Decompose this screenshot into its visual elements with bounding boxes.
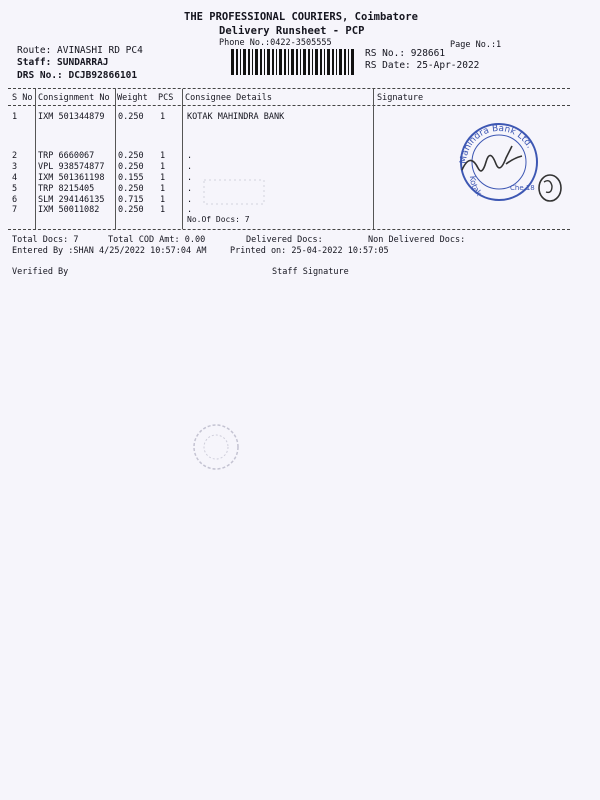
rs-number: RS No.: 928661 — [365, 48, 446, 59]
row-details: . — [187, 205, 193, 215]
non-delivered-docs: Non Delivered Docs: — [368, 235, 466, 245]
row-details: . — [187, 162, 193, 172]
column-header-weight: Weight — [117, 93, 148, 103]
row-pcs: 1 — [160, 195, 166, 205]
row-pcs: 1 — [160, 112, 166, 122]
barcode-image — [231, 49, 355, 75]
row-pcs: 1 — [160, 205, 166, 215]
row-consignment: TRP 8215405 — [38, 184, 95, 194]
delivered-docs: Delivered Docs: — [246, 235, 323, 245]
column-divider — [115, 89, 116, 229]
row-sno: 2 — [12, 151, 18, 161]
row-sno: 6 — [12, 195, 18, 205]
stamp-text-top: Mahindra Bank Ltd. — [458, 123, 535, 165]
row-consignment: SLM 294146135 — [38, 195, 105, 205]
row-consignment: IXM 501344879 — [38, 112, 105, 122]
column-header-signature: Signature — [377, 93, 424, 103]
row-weight: 0.250 — [118, 184, 144, 194]
row-sno: 4 — [12, 173, 18, 183]
table-header-rule — [8, 105, 570, 106]
row-weight: 0.715 — [118, 195, 144, 205]
row-sno: 1 — [12, 112, 18, 122]
total-docs: Total Docs: 7 — [12, 235, 79, 245]
table-bottom-rule — [8, 229, 570, 230]
no-of-docs: No.Of Docs: 7 — [187, 215, 250, 224]
phone-number: Phone No.:0422-3505555 — [219, 38, 332, 48]
row-sno: 7 — [12, 205, 18, 215]
faint-stamp-mark — [200, 176, 270, 210]
row-consignment: TRP 6660067 — [38, 151, 95, 161]
faint-seal-mark — [188, 422, 244, 472]
column-divider — [35, 89, 36, 229]
table-top-rule — [8, 88, 570, 89]
page-number: Page No.:1 — [450, 40, 502, 50]
total-cod-amount: Total COD Amt: 0.00 — [108, 235, 206, 245]
column-header-pcs: PCS — [158, 93, 174, 103]
row-weight: 0.250 — [118, 151, 144, 161]
svg-text:Mahindra Bank Ltd. — [459, 124, 535, 164]
verified-by: Verified By — [12, 267, 69, 277]
row-weight: 0.250 — [118, 205, 144, 215]
row-weight: 0.155 — [118, 173, 144, 183]
row-details: . — [187, 195, 193, 205]
column-header-consignee: Consignee Details — [185, 93, 272, 103]
row-pcs: 1 — [160, 184, 166, 194]
entered-by: Entered By :SHAN 4/25/2022 10:57:04 AM — [12, 246, 207, 256]
row-details: . — [187, 173, 193, 183]
staff-signature: Staff Signature — [272, 267, 349, 277]
staff-label: Staff: SUNDARRAJ — [17, 57, 109, 68]
stamp-text-bottom: Kotak — [467, 175, 484, 198]
column-header-consignment: Consignment No — [38, 93, 110, 103]
route-label: Route: AVINASHI RD PC4 — [17, 45, 143, 56]
company-title: THE PROFESSIONAL COURIERS, Coimbatore — [184, 11, 418, 23]
drs-number: DRS No.: DCJB92866101 — [17, 70, 138, 81]
column-divider — [373, 89, 374, 229]
stamp-text-city: Che.18 — [510, 184, 535, 192]
row-pcs: 1 — [160, 162, 166, 172]
row-consignment: VPL 938574877 — [38, 162, 105, 172]
column-header-sno: S No — [12, 93, 33, 103]
row-pcs: 1 — [160, 173, 166, 183]
bank-stamp-image — [452, 118, 564, 210]
row-sno: 5 — [12, 184, 18, 194]
runsheet-title: Delivery Runsheet - PCP — [219, 25, 365, 37]
row-details: . — [187, 184, 193, 194]
column-divider — [182, 89, 183, 229]
row-consignment: IXM 50011082 — [38, 205, 100, 215]
printed-on: Printed on: 25-04-2022 10:57:05 — [230, 246, 389, 256]
rs-date: RS Date: 25-Apr-2022 — [365, 60, 480, 71]
row-pcs: 1 — [160, 151, 166, 161]
row-weight: 0.250 — [118, 162, 144, 172]
row-details: KOTAK MAHINDRA BANK — [187, 112, 285, 122]
row-consignment: IXM 501361198 — [38, 173, 105, 183]
row-details: . — [187, 151, 193, 161]
row-weight: 0.250 — [118, 112, 144, 122]
row-sno: 3 — [12, 162, 18, 172]
